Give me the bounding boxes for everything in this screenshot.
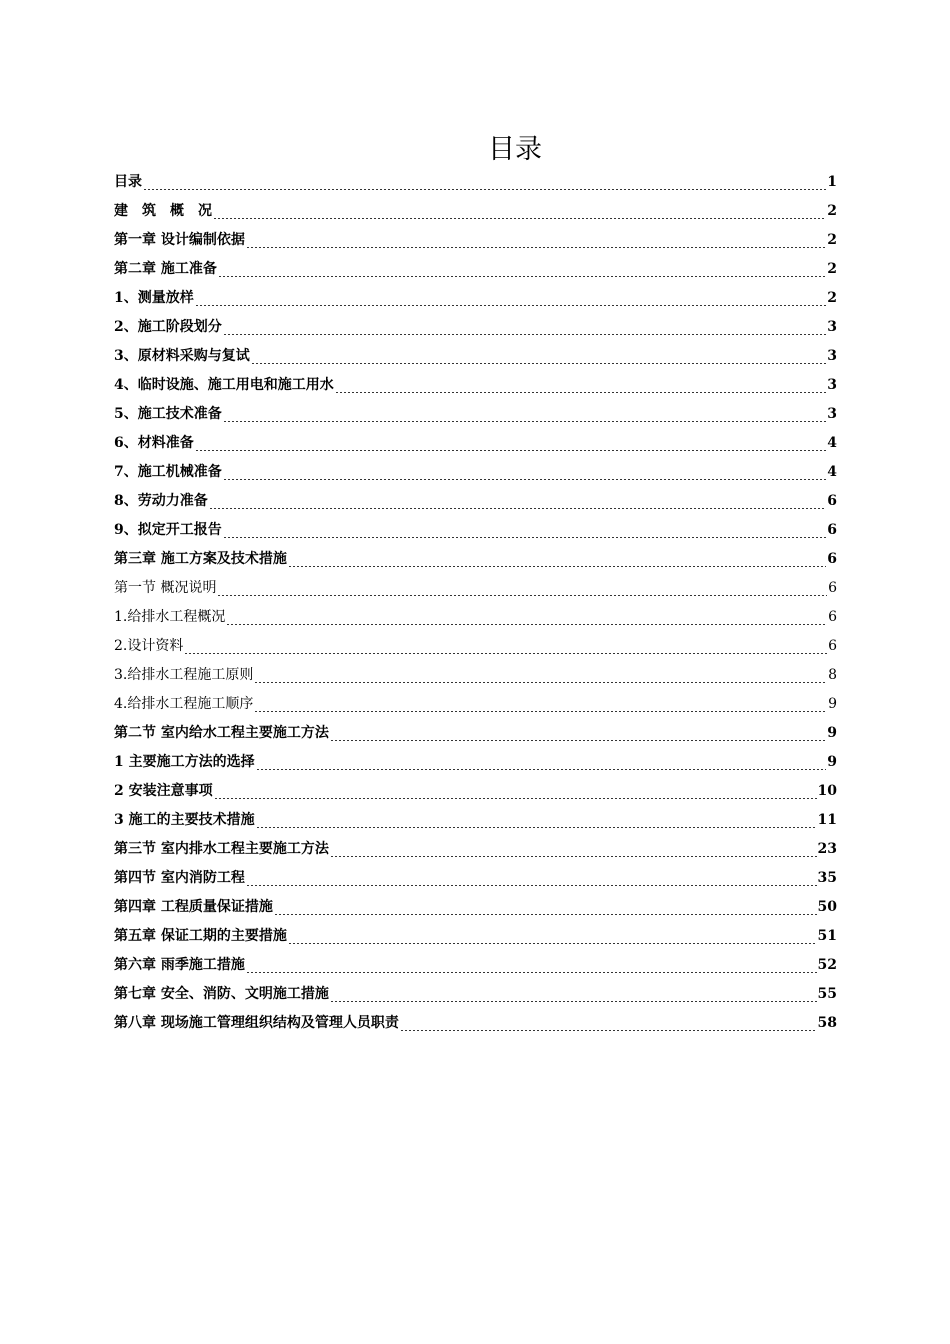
toc-entry-page-number: 6: [827, 551, 837, 567]
toc-entry-page-number: 1: [827, 174, 837, 190]
toc-dot-leader: [223, 334, 827, 335]
toc-dot-leader: [335, 392, 827, 393]
toc-entry-page-number: 51: [817, 928, 837, 944]
toc-dot-leader: [226, 624, 827, 625]
toc-entry[interactable]: [114, 342, 837, 371]
toc-entry[interactable]: [114, 487, 837, 516]
toc-entry[interactable]: [114, 661, 837, 690]
toc-entry[interactable]: [114, 980, 837, 1009]
toc-dot-leader: [223, 421, 827, 422]
toc-dot-leader: [217, 595, 827, 596]
toc-entry[interactable]: [114, 1009, 837, 1038]
toc-dot-leader: [288, 943, 817, 944]
toc-entry[interactable]: [114, 893, 837, 922]
toc-entry[interactable]: [114, 429, 837, 458]
toc-entry-page-number: 6: [828, 638, 837, 654]
toc-entry[interactable]: [114, 719, 837, 748]
toc-dot-leader: [195, 450, 827, 451]
toc-entry-page-number: 9: [827, 754, 837, 770]
toc-entry[interactable]: [114, 197, 837, 226]
toc-entry-page-number: 23: [817, 841, 837, 857]
toc-entry-label: 9、拟定开工报告: [114, 522, 222, 538]
toc-entry-label: 第七章 安全、消防、文明施工措施: [114, 986, 329, 1002]
toc-entry[interactable]: [114, 864, 837, 893]
toc-entry-label: 2.设计资料: [114, 638, 184, 654]
toc-entry-page-number: 3: [827, 377, 837, 393]
toc-dot-leader: [330, 856, 817, 857]
toc-entry-page-number: 58: [817, 1015, 837, 1031]
toc-dot-leader: [218, 276, 826, 277]
toc-entry-label: 第八章 现场施工管理组织结构及管理人员职责: [114, 1015, 399, 1031]
toc-entry-page-number: 3: [827, 348, 837, 364]
toc-dot-leader: [330, 740, 826, 741]
toc-entry-label: 第三节 室内排水工程主要施工方法: [114, 841, 329, 857]
toc-entry-page-number: 6: [827, 522, 837, 538]
toc-entry-page-number: 35: [817, 870, 837, 886]
toc-entry[interactable]: [114, 690, 837, 719]
toc-entry-page-number: 55: [817, 986, 837, 1002]
toc-dot-leader: [288, 566, 826, 567]
toc-entry-label: 第六章 雨季施工措施: [114, 957, 245, 973]
toc-entry-label: 第二章 施工准备: [114, 261, 217, 277]
toc-dot-leader: [246, 885, 817, 886]
toc-entry-label: 2 安装注意事项: [114, 783, 213, 799]
toc-entry-page-number: 2: [827, 261, 837, 277]
toc-entry-label: 7、施工机械准备: [114, 464, 222, 480]
toc-dot-leader: [254, 711, 827, 712]
toc-entry-label: 8、劳动力准备: [114, 493, 208, 509]
toc-dot-leader: [246, 247, 826, 248]
toc-entry-label: 1、测量放样: [114, 290, 194, 306]
toc-entry-page-number: 6: [828, 580, 837, 596]
toc-dot-leader: [143, 189, 826, 190]
toc-entry[interactable]: [114, 226, 837, 255]
toc-entry-label: 4、临时设施、施工用电和施工用水: [114, 377, 334, 393]
toc-entry[interactable]: [114, 313, 837, 342]
toc-entry-label: 2、施工阶段划分: [114, 319, 222, 335]
toc-entry[interactable]: [114, 748, 837, 777]
toc-entry-label: 3.给排水工程施工原则: [114, 667, 254, 683]
toc-entry-page-number: 4: [827, 464, 837, 480]
toc-entry[interactable]: [114, 458, 837, 487]
toc-entry-page-number: 4: [827, 435, 837, 451]
toc-entry-page-number: 11: [817, 812, 837, 828]
toc-entry[interactable]: [114, 603, 837, 632]
toc-entry-page-number: 6: [828, 609, 837, 625]
toc-entry-label: 第五章 保证工期的主要措施: [114, 928, 287, 944]
toc-dot-leader: [274, 914, 817, 915]
toc-dot-leader: [209, 508, 827, 509]
toc-entry[interactable]: [114, 545, 837, 574]
toc-dot-leader: [251, 363, 827, 364]
toc-entry-label: 5、施工技术准备: [114, 406, 222, 422]
toc-entry-label: 目录: [114, 174, 142, 190]
toc-entry-label: 3、原材料采购与复试: [114, 348, 250, 364]
toc-entry-page-number: 2: [827, 232, 837, 248]
toc-entry-page-number: 9: [827, 725, 837, 741]
toc-entry[interactable]: [114, 574, 837, 603]
toc-entry-page-number: 50: [817, 899, 837, 915]
toc-entry-page-number: 3: [827, 319, 837, 335]
toc-entry-label: 第二节 室内给水工程主要施工方法: [114, 725, 329, 741]
toc-entry-label: 6、材料准备: [114, 435, 194, 451]
toc-dot-leader: [223, 537, 827, 538]
page-title: 目录: [488, 134, 542, 166]
toc-entry-page-number: 6: [827, 493, 837, 509]
toc-dot-leader: [254, 682, 827, 683]
toc-entry[interactable]: [114, 400, 837, 429]
toc-dot-leader: [330, 1001, 817, 1002]
toc-dot-leader: [223, 479, 827, 480]
toc-entry-label: 1.给排水工程概况: [114, 609, 226, 625]
toc-entry-label: 建 筑 概 况: [114, 203, 212, 219]
toc-entry-page-number: 2: [827, 203, 837, 219]
toc-entry[interactable]: [114, 255, 837, 284]
toc-entry-page-number: 2: [827, 290, 837, 306]
toc-dot-leader: [214, 798, 817, 799]
toc-entry[interactable]: [114, 777, 837, 806]
toc-dot-leader: [184, 653, 827, 654]
toc-entry-label: 1 主要施工方法的选择: [114, 754, 255, 770]
toc-entry[interactable]: [114, 951, 837, 980]
toc-entry[interactable]: [114, 284, 837, 313]
toc-entry-label: 第四节 室内消防工程: [114, 870, 245, 886]
toc-entry-page-number: 52: [817, 957, 837, 973]
toc-entry-label: 第一节 概况说明: [114, 580, 217, 596]
toc-entry[interactable]: [114, 632, 837, 661]
toc-entry[interactable]: [114, 922, 837, 951]
toc-dot-leader: [246, 972, 817, 973]
toc-entry[interactable]: [114, 371, 837, 400]
toc-dot-leader: [256, 769, 827, 770]
table-of-contents: [114, 168, 837, 1038]
toc-entry-label: 3 施工的主要技术措施: [114, 812, 255, 828]
toc-dot-leader: [195, 305, 827, 306]
toc-entry-label: 第四章 工程质量保证措施: [114, 899, 273, 915]
toc-entry[interactable]: [114, 516, 837, 545]
toc-entry[interactable]: [114, 835, 837, 864]
toc-entry-page-number: 10: [817, 783, 837, 799]
toc-entry-page-number: 9: [828, 696, 837, 712]
toc-entry[interactable]: [114, 168, 837, 197]
toc-dot-leader: [213, 218, 826, 219]
toc-entry-label: 第一章 设计编制依据: [114, 232, 245, 248]
toc-dot-leader: [256, 827, 817, 828]
toc-entry[interactable]: [114, 806, 837, 835]
toc-entry-label: 第三章 施工方案及技术措施: [114, 551, 287, 567]
toc-entry-page-number: 3: [827, 406, 837, 422]
toc-entry-label: 4.给排水工程施工顺序: [114, 696, 254, 712]
toc-entry-page-number: 8: [828, 667, 837, 683]
toc-dot-leader: [400, 1030, 817, 1031]
